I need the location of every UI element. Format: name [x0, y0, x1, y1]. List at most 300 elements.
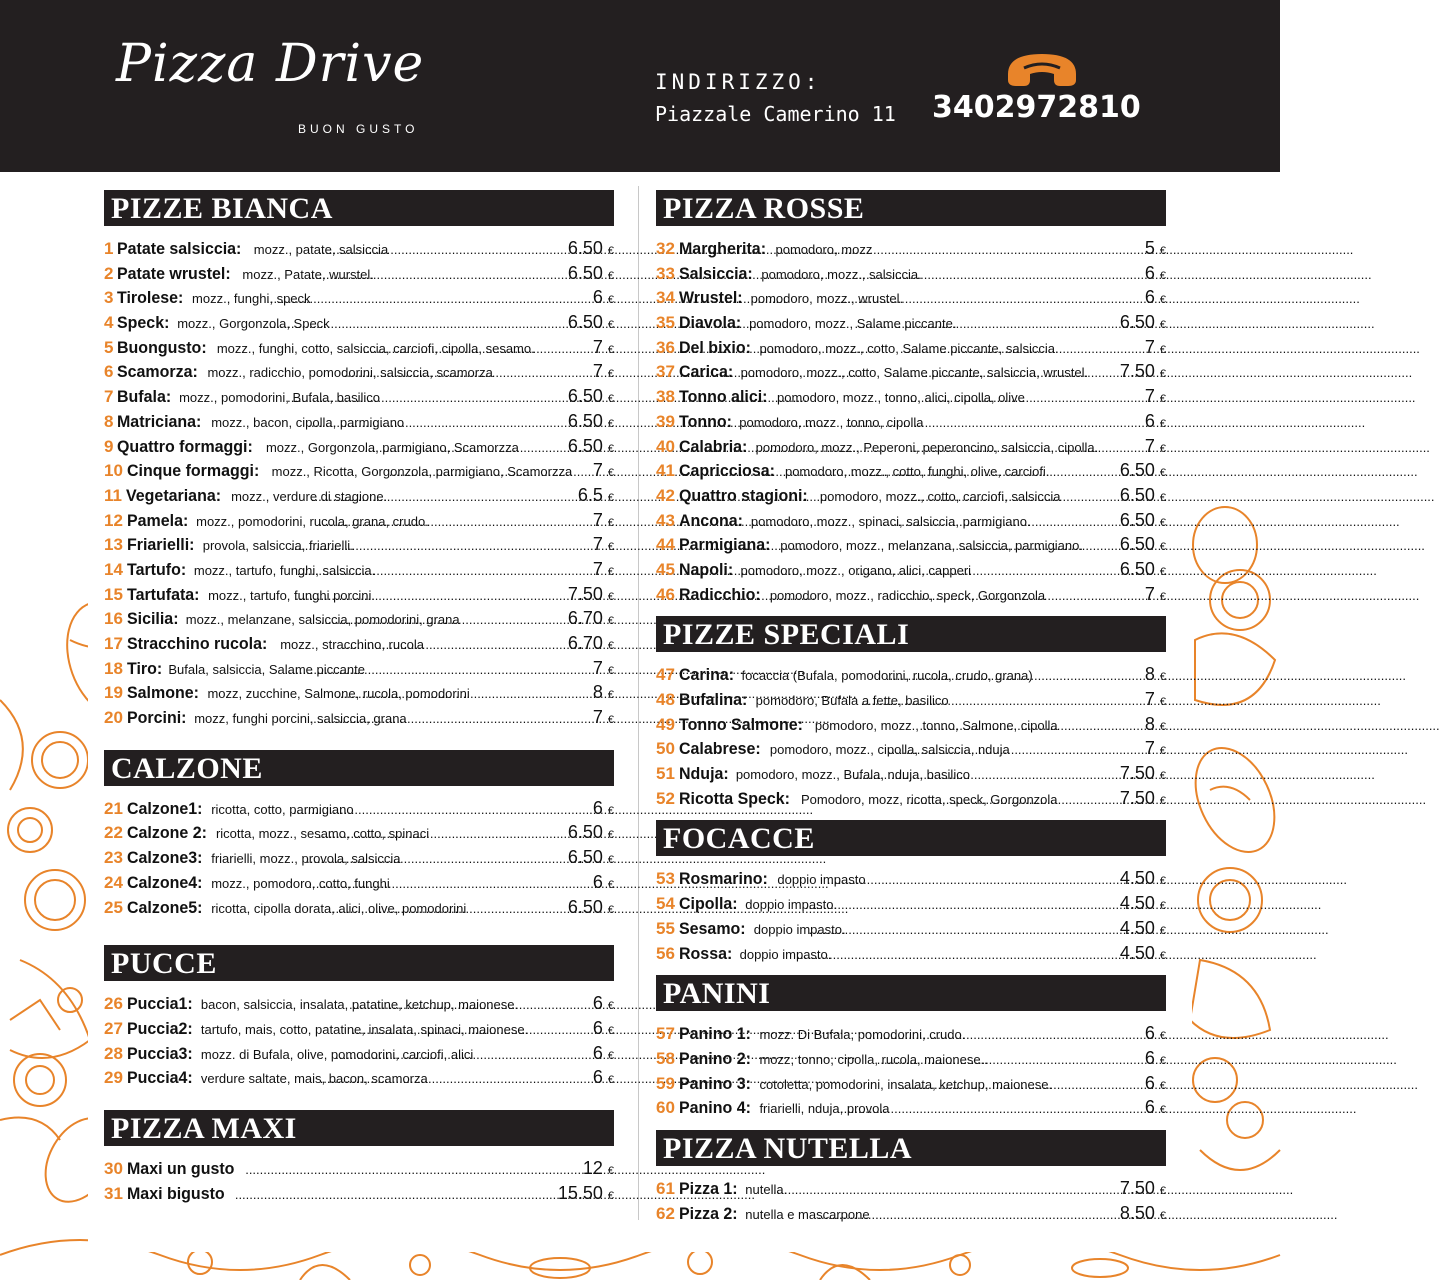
item-price: 6: [592, 1067, 603, 1088]
currency-symbol: €: [607, 491, 614, 504]
menu-item: [104, 458, 614, 483]
item-price: 6: [1144, 1047, 1155, 1068]
menu-item: [656, 1095, 1166, 1120]
section-spacer: [104, 730, 614, 750]
menu-item: [104, 532, 614, 557]
item-price: 6: [1144, 1023, 1155, 1044]
currency-symbol: €: [607, 854, 614, 867]
item-description: mozz., funghi, cotto, salsiccia, carciofi, cipolla, sesamo.: [216, 340, 535, 356]
menu-item: [656, 1201, 1166, 1226]
item-number: 55: [656, 918, 675, 938]
currency-symbol: €: [1159, 516, 1166, 529]
item-description: nutella e mascarpone: [745, 1206, 870, 1222]
item-description: ricotta, cipolla dorata, alici, olive, pomodorini: [211, 900, 467, 916]
item-price: 6: [592, 1042, 603, 1063]
item-number: 9: [104, 436, 114, 456]
item-price: 6.50: [567, 410, 603, 431]
item-price: 6.50: [1119, 509, 1155, 530]
item-number: 29: [104, 1068, 123, 1088]
section-title: FOCACCE: [656, 820, 1166, 856]
leader-dots: [293, 798, 592, 823]
item-name: Napoli:: [678, 559, 734, 579]
item-name: Bufalina:: [678, 690, 748, 709]
item-name: Salsiccia:: [678, 263, 753, 283]
item-name: Cipolla:: [678, 894, 738, 914]
item-number: 14: [104, 559, 123, 579]
currency-symbol: €: [1159, 491, 1166, 504]
item-description: mozz., Patate, wurstel.: [242, 266, 374, 282]
leader-dots: [857, 559, 1119, 584]
leader-dots: [318, 238, 567, 263]
item-number: 39: [656, 411, 675, 431]
item-name: Calzone1:: [126, 798, 203, 818]
leader-dots: [318, 822, 567, 847]
leader-dots: [900, 337, 1144, 362]
item-number: 41: [656, 461, 675, 481]
item-description: mozz. Di Bufala, pomodorini, crudo.: [759, 1027, 966, 1043]
item-description: Bufala, salsiccia, Salame piccante: [168, 661, 365, 677]
menu-item: [104, 384, 614, 409]
item-description: mozz., verdure di stagione.: [231, 488, 388, 504]
menu-item: [104, 870, 614, 895]
item-description: nutella.: [745, 1181, 788, 1197]
item-name: Quattro stagioni:: [678, 485, 808, 505]
item-name: Pizza 1:: [678, 1178, 738, 1198]
item-number: 58: [656, 1048, 675, 1068]
menu-item: [656, 236, 1166, 261]
item-number: 23: [104, 848, 123, 868]
item-number: 28: [104, 1043, 123, 1063]
item-description: mozz., Gorgonzola, Speck: [177, 316, 330, 332]
currency-symbol: €: [607, 590, 614, 603]
item-number: 24: [104, 872, 123, 892]
item-name: Puccia4:: [126, 1068, 193, 1088]
section-pucce: [104, 945, 614, 1090]
currency-symbol: €: [1159, 875, 1166, 888]
item-name: Patate salsiccia:: [117, 239, 242, 258]
item-number: 57: [656, 1024, 675, 1044]
item-description: mozz., pomodorini, Bufala, basilico: [179, 390, 380, 406]
item-number: 61: [656, 1178, 675, 1198]
menu-item: [104, 434, 614, 459]
item-price: 6.50: [1119, 460, 1155, 481]
menu-item: [104, 1065, 614, 1090]
leader-dots: [910, 436, 1144, 461]
leader-dots: [295, 584, 567, 609]
item-number: 13: [104, 535, 123, 555]
item-number: 32: [656, 239, 675, 258]
menu-item: [656, 1176, 1166, 1201]
item-description: pomodoro, mozz., tonno, Salmone, cipolla: [814, 717, 1058, 733]
leader-dots: [359, 337, 592, 362]
item-number: 19: [104, 683, 123, 703]
item-price: 6.50: [567, 847, 603, 868]
currency-symbol: €: [607, 1074, 614, 1087]
leader-dots: [905, 534, 1119, 559]
menu-item: [656, 736, 1166, 761]
item-description: pomodoro, mozz., Peperoni, peperoncino, salsiccia, cipolla.: [755, 439, 1099, 455]
phone-number[interactable]: 3402972810: [932, 90, 1141, 125]
item-description: focaccia (Bufala, pomodorini, rucola, crudo, grana): [741, 668, 1033, 684]
item-name: Calzone5:: [126, 897, 203, 917]
leader-dots: [285, 658, 592, 683]
item-price: 8: [1144, 713, 1155, 734]
menu-item: [656, 1071, 1166, 1096]
item-name: Quattro formaggi:: [117, 436, 254, 456]
item-name: Speck:: [117, 313, 170, 333]
item-description: mozz, tonno, cipolla, rucola, maionese..: [759, 1051, 988, 1067]
menu-item: [104, 656, 614, 681]
item-description: mozz., Gorgonzola, parmigiano, Scamorzza: [265, 439, 519, 455]
menu-item: [656, 891, 1166, 916]
item-name: Vegetariana:: [125, 485, 222, 505]
item-price: 6.70: [567, 608, 603, 629]
item-name: Stracchino rucola:: [126, 634, 268, 653]
item-price: 6: [592, 797, 603, 818]
item-price: 6: [1144, 287, 1155, 308]
item-number: 3: [104, 288, 114, 308]
item-name: Calabria:: [678, 436, 748, 456]
leader-dots: [328, 897, 567, 922]
item-price: 8: [592, 682, 603, 703]
currency-symbol: €: [607, 664, 614, 677]
item-price: 6.50: [1119, 534, 1155, 555]
currency-symbol: €: [1159, 393, 1166, 406]
item-description: pomodoro, mozz., melanzana, salsiccia, parmigiano.: [780, 538, 1083, 554]
item-price: 12: [582, 1157, 603, 1178]
menu-item: [104, 680, 614, 705]
item-name: Maxi un gusto: [126, 1158, 235, 1178]
item-number: 42: [656, 485, 675, 505]
address-value: Piazzale Camerino 11: [655, 102, 896, 126]
item-name: Tartufata:: [126, 584, 200, 604]
item-number: 44: [656, 535, 675, 555]
leader-dots: [773, 1178, 1119, 1203]
leader-dots: [880, 510, 1119, 535]
item-description: mozz., tartufo, funghi porcini.: [208, 587, 375, 603]
leader-dots: [335, 1043, 592, 1068]
item-description: doppio impasto.: [753, 921, 846, 937]
leader-dots: [840, 287, 1144, 312]
section-pizze-bianca: [104, 190, 614, 730]
currency-symbol: €: [1159, 1054, 1166, 1067]
leader-dots: [318, 510, 591, 535]
item-description: pomodoro, mozz: [775, 242, 873, 257]
item-price: 7: [592, 336, 603, 357]
currency-symbol: €: [607, 878, 614, 891]
menu-item: [656, 434, 1166, 459]
currency-symbol: €: [607, 565, 614, 578]
leader-dots: [310, 707, 592, 732]
item-description: doppio impasto.: [745, 897, 838, 913]
item-price: 6.70: [567, 633, 603, 653]
item-name: Ricotta Speck:: [678, 788, 790, 808]
menu-item: [104, 606, 614, 631]
item-name: Tonno:: [678, 411, 732, 431]
section-panini: [656, 975, 1166, 1120]
item-number: 26: [104, 994, 123, 1014]
item-price: 7: [592, 534, 603, 555]
menu-item: [104, 991, 614, 1016]
item-name: Panino 3:: [678, 1073, 751, 1093]
currency-symbol: €: [1159, 1104, 1166, 1117]
item-number: 56: [656, 943, 675, 963]
currency-symbol: €: [607, 245, 614, 257]
item-name: Tartufo:: [126, 559, 187, 579]
item-name: Rossa:: [678, 943, 733, 963]
item-name: Maxi bigusto: [126, 1183, 225, 1203]
item-name: Puccia2:: [126, 1018, 193, 1038]
leader-dots: [906, 788, 1119, 813]
menu-item: [656, 941, 1166, 966]
menu-item: [104, 582, 614, 607]
item-description: pomodoro, mozz., wrustel.: [750, 291, 904, 307]
menu-item: [104, 483, 614, 508]
currency-symbol: €: [607, 368, 614, 381]
item-name: Salmone:: [126, 683, 199, 703]
menu-item: [656, 483, 1166, 508]
currency-symbol: €: [1159, 590, 1166, 603]
item-description: pomodoro, mozz., radicchio, speck, Gorgonzola: [769, 587, 1046, 603]
currency-symbol: €: [607, 1189, 614, 1202]
item-name: Calzone3:: [126, 848, 203, 868]
item-price: 7.50: [1119, 361, 1155, 382]
leader-dots: [320, 1067, 592, 1092]
section-focacce: [656, 820, 1166, 965]
item-number: 25: [104, 897, 123, 917]
item-number: 53: [656, 869, 675, 889]
item-description: mozz., stracchino, rucola: [280, 637, 424, 652]
item-number: 8: [104, 411, 114, 431]
item-number: 7: [104, 387, 114, 407]
item-name: Bufala:: [117, 387, 172, 407]
item-number: 50: [656, 739, 675, 759]
leader-dots: [833, 238, 1144, 263]
item-price: 4.50: [1119, 917, 1155, 938]
currency-symbol: €: [1159, 1209, 1166, 1222]
item-number: 16: [104, 609, 123, 629]
item-description: provola, salsiccia, friarielli.: [202, 538, 354, 554]
item-description: tartufo, mais, cotto, patatine, insalata, spinaci, maionese.: [200, 1021, 529, 1037]
item-price: 7.50: [567, 583, 603, 604]
menu-item: [104, 359, 614, 384]
brand-logo: [108, 28, 438, 148]
item-price: 7: [1144, 583, 1155, 604]
section-pizze-speciali: [656, 616, 1166, 810]
item-number: 5: [104, 337, 114, 357]
item-name: Scamorza:: [117, 362, 199, 382]
currency-symbol: €: [1159, 467, 1166, 480]
leader-dots: [801, 893, 1119, 918]
item-number: 51: [656, 764, 675, 784]
leader-dots: [306, 847, 567, 872]
item-price: 7: [1144, 738, 1155, 759]
item-price: 6.50: [567, 386, 603, 407]
item-name: Pamela:: [126, 510, 189, 530]
item-name: Calzone 2:: [126, 823, 207, 843]
brand-name: Pizza Drive: [116, 34, 425, 94]
item-number: 22: [104, 823, 123, 843]
leader-dots: [827, 868, 1119, 893]
item-price: 7: [592, 558, 603, 579]
menu-item: [656, 786, 1166, 811]
item-price: 7: [592, 509, 603, 530]
item-name: Sesamo:: [678, 918, 746, 938]
leader-dots: [886, 664, 1144, 689]
item-price: 7: [592, 707, 603, 728]
item-name: Parmigiana:: [678, 535, 771, 555]
currency-symbol: €: [607, 269, 614, 282]
item-number: 46: [656, 584, 675, 604]
item-number: 59: [656, 1073, 675, 1093]
item-description: mozz., funghi, speck: [192, 291, 311, 307]
item-number: 45: [656, 559, 675, 579]
item-price: 6.50: [567, 312, 603, 333]
currency-symbol: €: [607, 1000, 614, 1013]
item-name: Margherita:: [678, 239, 766, 258]
item-name: Nduja:: [678, 764, 729, 784]
right-menu-column: [656, 190, 1166, 1225]
leader-dots: [898, 1073, 1144, 1098]
currency-symbol: €: [607, 1164, 614, 1177]
menu-item: [104, 557, 614, 582]
item-name: Panino 1:: [678, 1024, 751, 1044]
item-price: 7: [1144, 435, 1155, 456]
leader-dots: [290, 534, 592, 559]
currency-symbol: €: [607, 541, 614, 554]
item-price: 6.5: [577, 484, 603, 505]
item-number: 27: [104, 1018, 123, 1038]
item-number: 17: [104, 634, 123, 653]
leader-dots: [888, 738, 1144, 763]
leader-dots: [342, 633, 567, 658]
item-description: mozz., pomodorini, rucola, grana, crudo.: [196, 513, 429, 529]
item-name: Calabrese:: [678, 739, 761, 759]
item-description: pomodoro, mozz., tonno, alici, cipolla, olive: [777, 390, 1025, 406]
item-description: pomodoro, mozz., salsiccia.: [761, 266, 922, 282]
item-name: Capricciosa:: [678, 461, 775, 481]
item-description: pomodoro, mozz., origano, alici, capperi: [740, 562, 972, 578]
leader-dots: [898, 460, 1119, 485]
menu-item: [656, 1046, 1166, 1071]
menu-item: [104, 705, 614, 730]
leader-dots: [317, 608, 567, 633]
item-price: 7: [592, 657, 603, 678]
item-price: 7: [592, 460, 603, 481]
currency-symbol: €: [1159, 294, 1166, 307]
menu-item: [656, 761, 1166, 786]
menu-item: [104, 845, 614, 870]
menu-item: [656, 866, 1166, 891]
currency-symbol: €: [1159, 924, 1166, 937]
currency-symbol: €: [607, 615, 614, 628]
item-name: Tiro:: [126, 658, 163, 678]
section-title: CALZONE: [104, 750, 614, 786]
currency-symbol: €: [607, 689, 614, 702]
currency-symbol: €: [1159, 541, 1166, 554]
section-title: PUCCE: [104, 945, 614, 981]
currency-symbol: €: [607, 442, 614, 455]
item-name: Diavola:: [678, 313, 742, 333]
leader-dots: [297, 559, 592, 584]
item-name: Puccia1:: [126, 994, 193, 1014]
menu-item: [656, 712, 1166, 737]
address-label: INDIRIZZO:: [655, 70, 822, 94]
currency-symbol: €: [607, 829, 614, 842]
item-description: pomodoro, mozz., cotto, funghi, olive, carciofi.: [784, 464, 1050, 480]
leader-dots: [352, 1018, 592, 1043]
item-number: 43: [656, 510, 675, 530]
item-description: doppio impasto: [777, 872, 866, 888]
item-number: 1: [104, 239, 114, 258]
currency-symbol: €: [1159, 696, 1166, 708]
currency-symbol: €: [1159, 949, 1166, 962]
menu-item: [104, 1181, 614, 1206]
menu-item: [656, 687, 1166, 712]
currency-symbol: €: [607, 319, 614, 332]
item-description: mozz., tartufo, funghi, salsiccia.: [193, 562, 376, 578]
item-description: pomodoro, mozz., cotto, Salame piccante, salsiccia, wrustel.: [740, 365, 1089, 381]
item-description: Pomodoro, mozz, ricotta, speck, Gorgonzola: [801, 791, 1058, 807]
currency-symbol: €: [1159, 1184, 1166, 1197]
menu-item: [104, 1156, 614, 1181]
currency-symbol: €: [1159, 770, 1166, 783]
menu-item: [656, 458, 1166, 483]
menu-item: [656, 1021, 1166, 1046]
item-number: 40: [656, 436, 675, 456]
item-description: pomodoro, mozz., Bufala, nduja, basilico: [735, 767, 970, 783]
item-description: ricotta, cotto, parmigiano: [211, 801, 354, 817]
currency-symbol: €: [1159, 1030, 1166, 1043]
item-name: Carica:: [678, 362, 734, 382]
item-name: Panino 2:: [678, 1048, 751, 1068]
section-spacer: [104, 919, 614, 945]
currency-symbol: €: [1159, 442, 1166, 455]
leader-dots: [389, 460, 592, 485]
currency-symbol: €: [607, 294, 614, 307]
item-description: pomodoro, mozz., spinaci, salsiccia, parmigiano.: [750, 513, 1031, 529]
item-price: 4.50: [1119, 893, 1155, 914]
item-description: pomodoro, mozz., tonno, cipolla: [739, 414, 924, 430]
item-description: friarielli, nduja, provola: [759, 1101, 890, 1117]
item-price: 6.50: [1119, 484, 1155, 505]
item-description: doppio impasto.: [739, 946, 832, 962]
item-description: mozz., melanzane, salsiccia, pomodorini, grana: [185, 612, 460, 628]
item-number: 48: [656, 690, 675, 709]
currency-symbol: €: [607, 640, 614, 652]
leader-dots: [868, 1023, 1143, 1048]
item-price: 6: [592, 993, 603, 1014]
menu-item: [104, 285, 614, 310]
item-price: 4.50: [1119, 868, 1155, 889]
item-number: 36: [656, 337, 675, 357]
currency-symbol: €: [1159, 368, 1166, 381]
item-price: 6: [1144, 1072, 1155, 1093]
section-title: PIZZE SPECIALI: [656, 616, 1166, 652]
section-title: PIZZA ROSSE: [656, 190, 1166, 226]
item-description: cotoletta, pomodorini, insalata, ketchup, maionese.: [759, 1076, 1053, 1092]
section-pizza-maxi: [104, 1110, 614, 1205]
menu-item: [656, 384, 1166, 409]
menu-item: [656, 310, 1166, 335]
item-number: 35: [656, 313, 675, 333]
leader-dots: [308, 263, 567, 288]
menu-item: [104, 310, 614, 335]
item-description: pomodoro, Bufala a fette, basilico: [755, 693, 949, 708]
item-price: 6.50: [1119, 558, 1155, 579]
menu-item: [104, 1016, 614, 1041]
leader-dots: [817, 1203, 1118, 1228]
